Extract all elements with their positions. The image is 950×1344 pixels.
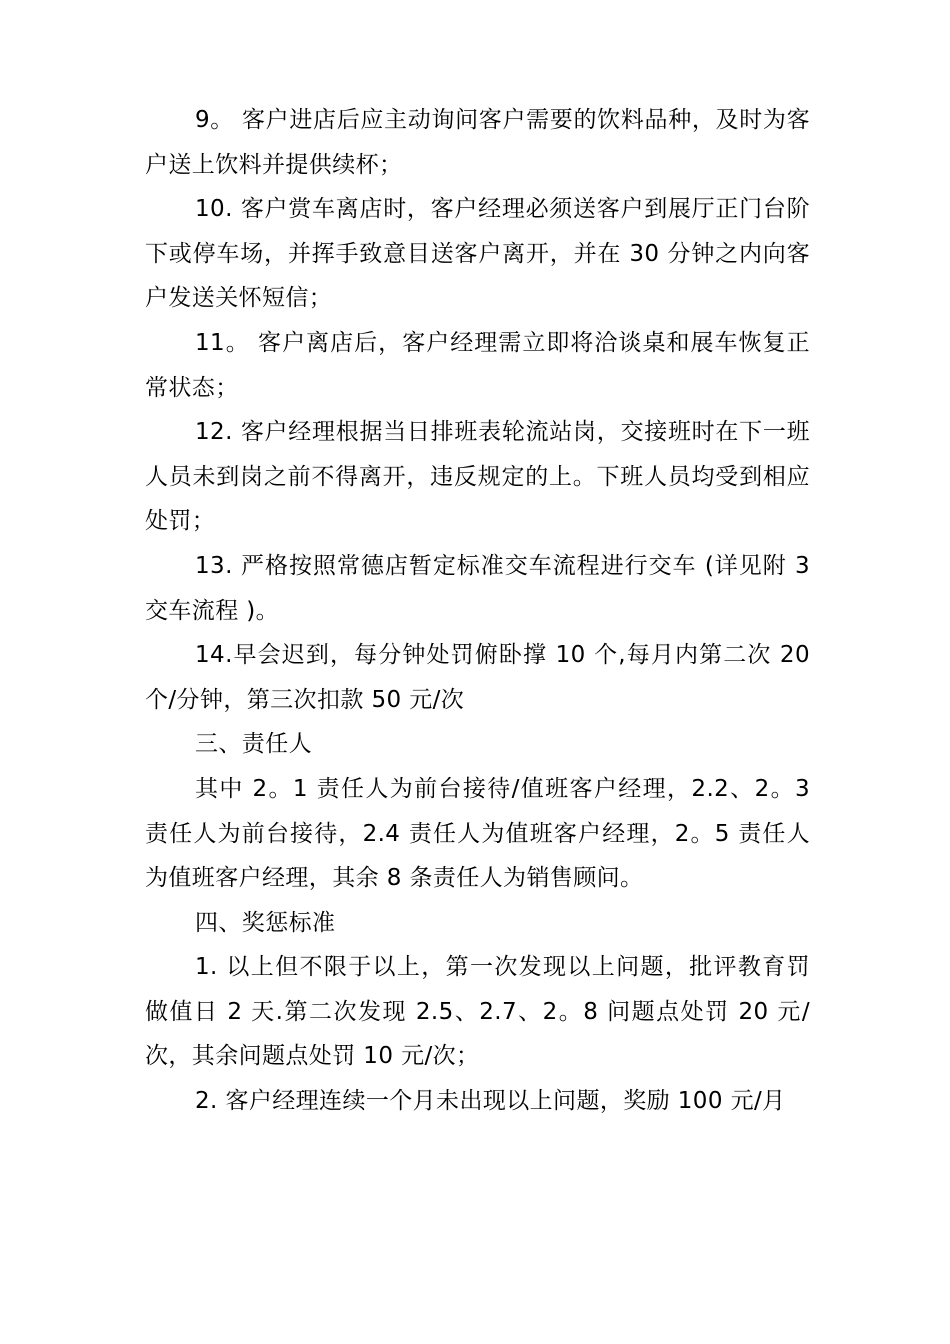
- paragraph-reward-1: 1. 以上但不限于以上，第一次发现以上问题，批评教育罚做值日 2 天.第二次发现 2.5、2.7、2。8 问题点处罚 20 元/次，其余问题点处罚 10 元/次；: [145, 954, 810, 1070]
- paragraph-item-12: 12. 客户经理根据当日排班表轮流站岗，交接班时在下一班人员未到岗之前不得离开，违反规定的上。下班人员均受到相应处罚；: [145, 419, 810, 535]
- paragraph-item-14: 14.早会迟到，每分钟处罚俯卧撑 10 个,每月内第二次 20 个/分钟，第三次扣款 50 元/次: [145, 642, 810, 713]
- paragraph-reward-2: 2. 客户经理连续一个月未出现以上问题，奖励 100 元/月: [195, 1088, 786, 1115]
- section-heading-rewards: 四、奖惩标准: [195, 909, 336, 936]
- paragraph-item-11: 11。 客户离店后，客户经理需立即将洽谈桌和展车恢复正常状态；: [145, 329, 810, 401]
- paragraph-item-10: 10. 客户赏车离店时，客户经理必须送客户到展厅正门台阶下或停车场，并挥手致意目送客户离开，并在 30 分钟之内向客户发送关怀短信；: [145, 196, 810, 312]
- paragraph-item-13: 13. 严格按照常德店暂定标准交车流程进行交车 (详见附 3 交车流程 )。: [145, 552, 810, 624]
- document-body: [145, 98, 810, 1124]
- section-heading-responsible: 三、责任人: [195, 731, 312, 758]
- paragraph-item-9: 9。 客户进店后应主动询问客户需要的饮料品种，及时为客户送上饮料并提供续杯；: [145, 107, 810, 178]
- paragraph-responsible: 其中 2。1 责任人为前台接待/值班客户经理，2.2、2。3 责任人为前台接待，2.4 责任人为值班客户经理，2。5 责任人为值班客户经理，其余 8 条责任人为销售顾问。: [145, 775, 810, 892]
